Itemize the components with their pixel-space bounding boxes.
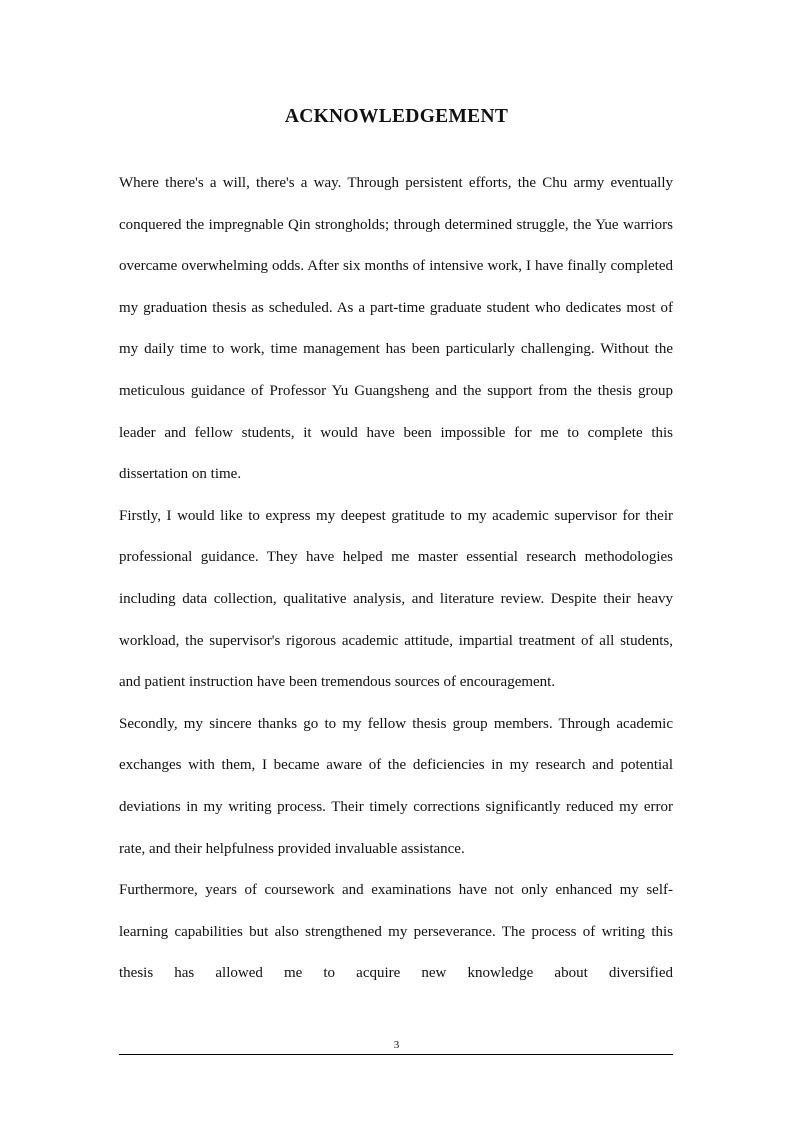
paragraph-coursework: Furthermore, years of coursework and examinations have not only enhanced my self-learning capabilities but also strengthened my perseverance. The process of writing this thesis has allowed me to acquire new knowledge about diversified (119, 882, 673, 982)
paragraph-supervisor: Firstly, I would like to express my deepest gratitude to my academic supervisor for their professional guidance. They have helped me master essential research methodologies including data collection, qualitative analysis, and literature review. Despite their heavy workload, the supervisor's rigorous academic attitude, impartial treatment of all students, and patient instruction have been tremendous sources of encouragement. (119, 507, 673, 691)
page-title: ACKNOWLEDGEMENT (284, 106, 509, 127)
paragraph-intro: Where there's a will, there's a way. Through persistent efforts, the Chu army eventually conquered the impregnable Qin strongholds; through determined struggle, the Yue warriors overcame overwhelming odds. After six months of intensive work, I have finally completed my graduation thesis as scheduled. As a part-time graduate student who dedicates most of my daily time to work, time management has been particularly challenging. Without the meticulous guidance of Professor Yu Guangsheng and the support from the thesis group leader and fellow students, it would have been impossible for me to complete this dissertation on time. (119, 175, 673, 483)
body-text (119, 163, 673, 995)
footer-divider (119, 1054, 673, 1055)
paragraph-group-members: Secondly, my sincere thanks go to my fellow thesis group members. Through academic exchanges with them, I became aware of the deficiencies in my research and potential deviations in my writing process. Their timely corrections significantly reduced my error rate, and their helpfulness provided invaluable assistance. (119, 715, 673, 857)
page-number: 3 (393, 1039, 400, 1051)
